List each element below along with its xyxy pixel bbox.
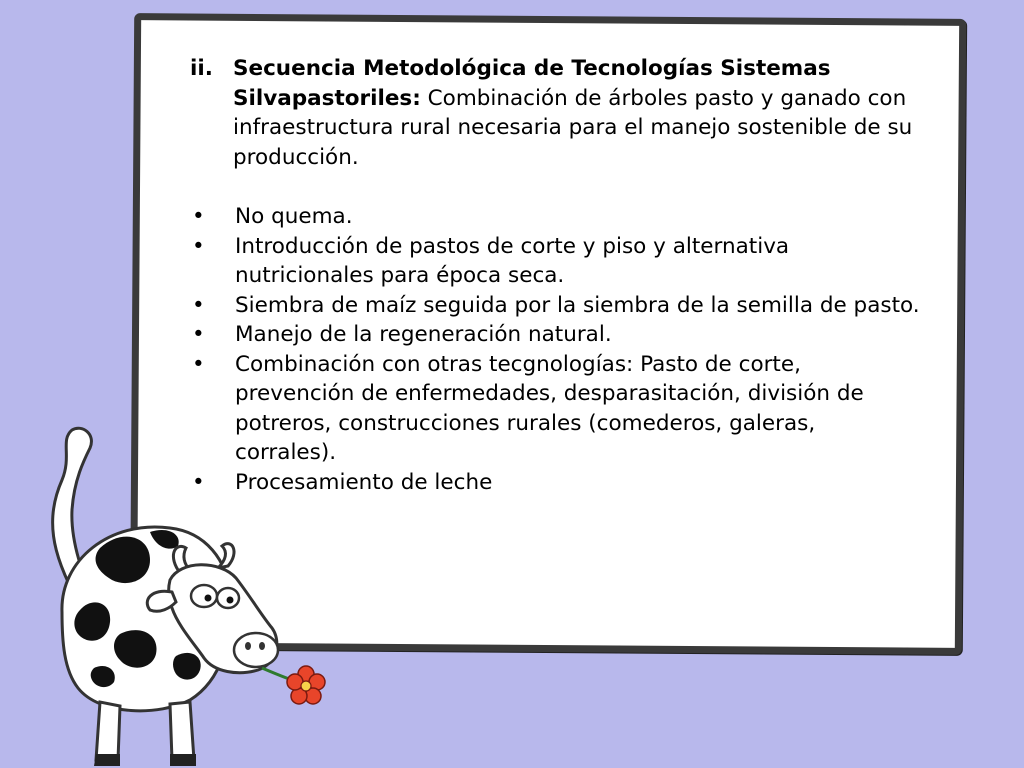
- bullet-icon: •: [192, 469, 205, 495]
- bullet-icon: •: [192, 233, 205, 259]
- list-item: [190, 320, 920, 350]
- bullet-icon: •: [192, 292, 205, 318]
- bullet-icon: •: [192, 322, 205, 347]
- list-item-text: Procesamiento de leche: [235, 469, 493, 495]
- bullet-icon: •: [192, 204, 205, 229]
- list-item-text: No quema.: [235, 204, 353, 229]
- section-number: ii.: [190, 56, 213, 81]
- section-heading: [190, 54, 920, 172]
- list-item-text: Introducción de pastos de corte y piso y alternativa nutricionales para época seca.: [235, 233, 790, 288]
- section-text: [233, 54, 920, 172]
- flower-icon: [287, 666, 325, 704]
- list-item: [190, 202, 920, 232]
- section-title: Secuencia Metodológica de Tecnologías Sistemas Silvapastoriles:: [233, 56, 831, 111]
- bullet-icon: •: [192, 351, 205, 377]
- list-item: [190, 232, 920, 291]
- cow-illustration: [0, 420, 340, 768]
- list-item-text: Manejo de la regeneración natural.: [235, 322, 612, 347]
- list-item: [190, 291, 920, 321]
- section-description: Combinación de árboles pasto y ganado con infraestructura rural necesaria para el manejo sostenible de su producción.: [233, 85, 913, 170]
- list-item-text: Combinación con otras tecgnologías: Pasto de corte, prevención de enfermedades, desparasitación, división de potreros, construcciones rurales (comederos, galeras, corrales).: [235, 351, 864, 465]
- list-item-text: Siembra de maíz seguida por la siembra de la semilla de pasto.: [235, 292, 920, 318]
